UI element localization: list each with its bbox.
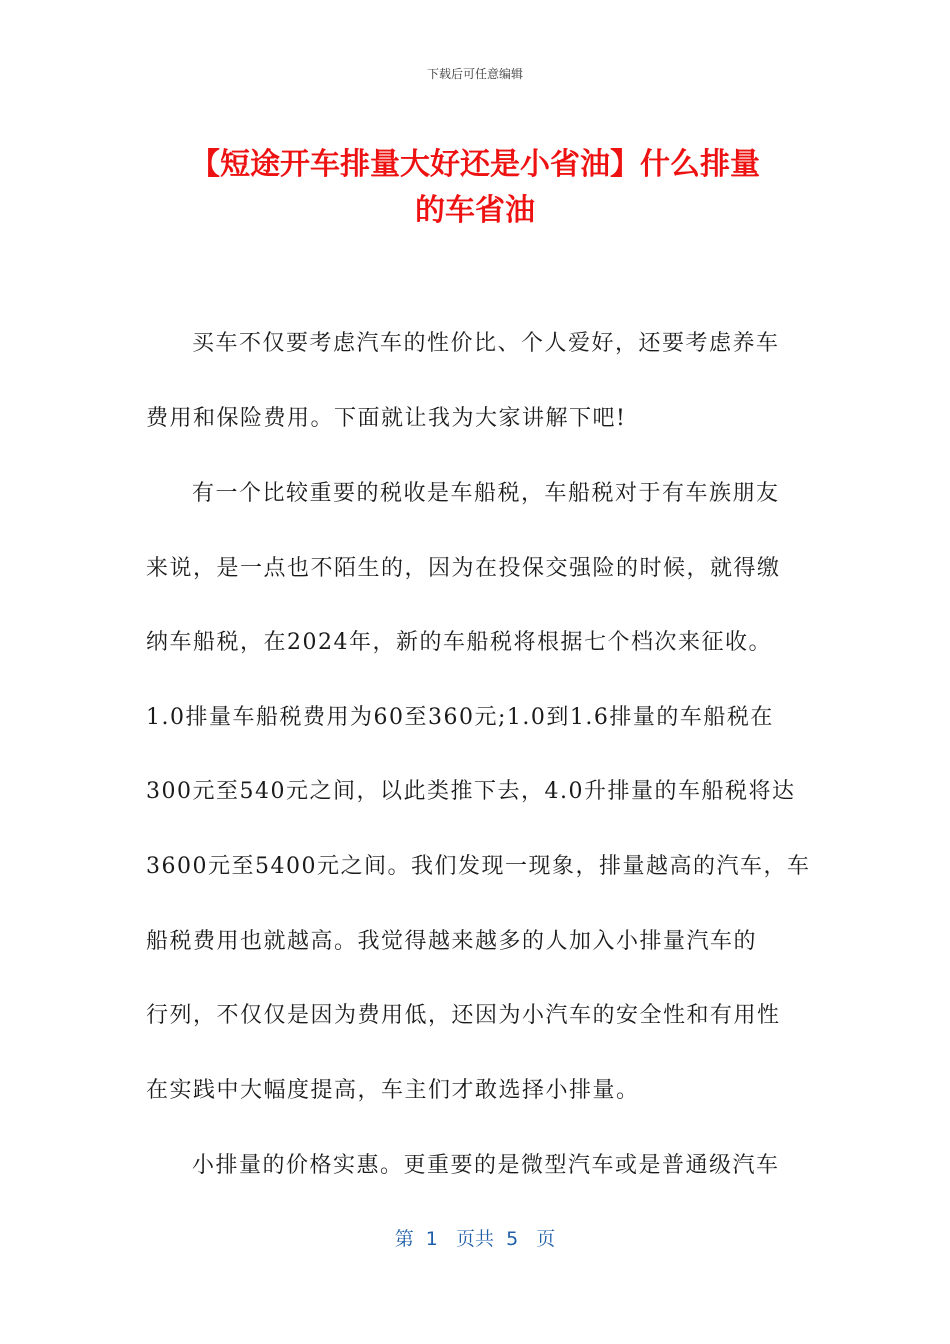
body-line: 在实践中大幅度提高，车主们才敢选择小排量。 — [146, 1078, 640, 1103]
body-line: 费用和保险费用。下面就让我为大家讲解下吧! — [146, 406, 627, 431]
body-line: 小排量的价格实惠。更重要的是微型汽车或是普通级汽车 — [192, 1153, 780, 1178]
document-title — [140, 142, 810, 234]
body-line: 买车不仅要考虑汽车的性价比、个人爱好，还要考虑养车 — [192, 331, 780, 356]
body-line: 3600元至5400元之间。我们发现一现象，排量越高的汽车，车 — [146, 854, 811, 879]
body-line: 纳车船税，在2024年，新的车船税将根据七个档次来征收。 — [146, 630, 772, 655]
document-title-line-2: 的车省油 — [415, 193, 535, 228]
document-title-line-1: 【短途开车排量大好还是小省油】什么排量 — [190, 147, 760, 182]
body-line: 船税费用也就越高。我觉得越来越多的人加入小排量汽车的 — [146, 929, 758, 954]
body-line: 来说，是一点也不陌生的，因为在投保交强险的时候，就得缴 — [146, 556, 781, 581]
body-line: 行列，不仅仅是因为费用低，还因为小汽车的安全性和有用性 — [146, 1003, 781, 1028]
body-line: 300元至540元之间，以此类推下去，4.0升排量的车船税将达 — [146, 779, 796, 804]
body-line: 1.0排量车船税费用为60至360元;1.0到1.6排量的车船税在 — [146, 705, 774, 730]
body-line: 有一个比较重要的税收是车船税，车船税对于有车族朋友 — [192, 481, 780, 506]
page-header-note: 下载后可任意编辑 — [426, 67, 523, 81]
page-number-footer: 第 1 页共 5 页 — [394, 1228, 556, 1250]
